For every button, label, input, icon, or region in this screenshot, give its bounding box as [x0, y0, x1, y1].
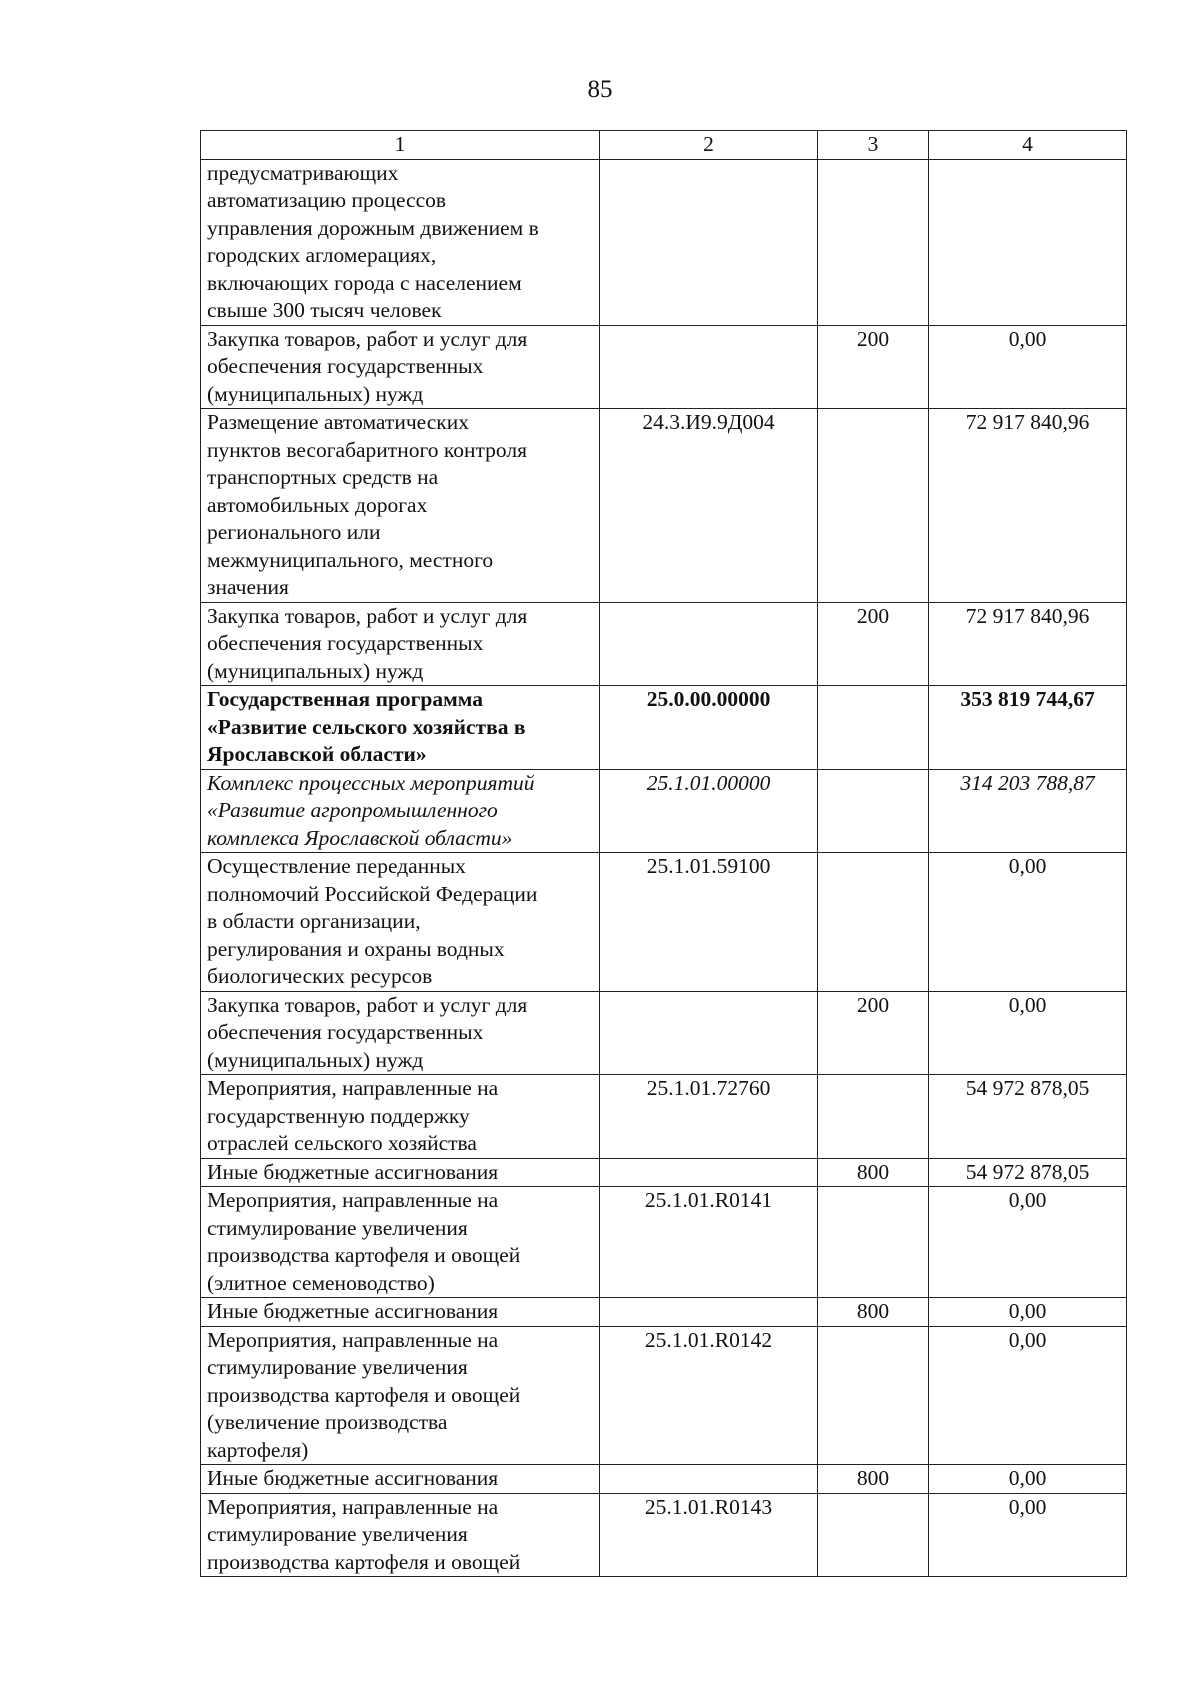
row-amount-cell-text: 0,00: [1008, 854, 1047, 878]
table-body: [201, 159, 1127, 1577]
row-amount-cell: [929, 409, 1127, 603]
row-name-cell-text: Мероприятия, направленные на стимулирование увеличения производства картофеля и овощей (увеличение производства картофеля): [207, 1327, 521, 1462]
row-expense-type-cell: [818, 325, 929, 409]
row-name-cell: [201, 1075, 600, 1159]
row-amount-cell: [929, 159, 1127, 325]
row-amount-cell-text: 54 972 878,05: [965, 1076, 1090, 1100]
row-expense-type-cell: [818, 1075, 929, 1159]
row-amount-cell-text: 0,00: [1008, 1188, 1047, 1212]
row-amount-cell: [929, 1465, 1127, 1494]
row-name-cell: [201, 1187, 600, 1298]
row-amount-cell-text: 0,00: [1008, 1466, 1047, 1490]
table-header-row: [201, 131, 1127, 160]
row-expense-type-cell-text: 200: [856, 326, 890, 351]
row-expense-type-cell: [818, 991, 929, 1075]
row-expense-type-cell-text: 800: [856, 1159, 890, 1184]
row-name-cell: [201, 325, 600, 409]
row-name-cell-text: Осуществление переданных полномочий Российской Федерации в области организации, регулирования и охраны водных биологических ресурсов: [207, 854, 538, 988]
row-amount-cell: [929, 1493, 1127, 1577]
row-expense-type-cell: [818, 769, 929, 853]
row-name-cell: [201, 1493, 600, 1577]
table-row: [201, 325, 1127, 409]
row-code-cell-text: 25.1.01.R0143: [644, 1494, 773, 1519]
row-amount-cell: [929, 1326, 1127, 1465]
table-row: [201, 159, 1127, 325]
row-name-cell-text: Закупка товаров, работ и услуг для обеспечения государственных (муниципальных) нужд: [207, 326, 528, 406]
row-code-cell-text: 25.1.01.R0141: [644, 1188, 773, 1212]
column-header-3: 3: [818, 131, 929, 160]
table-row: [201, 1075, 1127, 1159]
row-amount-cell-text: 0,00: [1008, 1299, 1047, 1323]
row-name-cell-text: Иные бюджетные ассигнования: [207, 1299, 499, 1323]
table-row: [201, 853, 1127, 992]
row-amount-cell: [929, 769, 1127, 853]
row-name-cell-text: Мероприятия, направленные на стимулирование увеличения производства картофеля и овощей (элитное семеноводство): [207, 1188, 521, 1295]
row-amount-cell: [929, 602, 1127, 686]
row-code-cell: [600, 325, 818, 409]
row-amount-cell-text: 353 819 744,67: [960, 687, 1095, 711]
row-amount-cell: [929, 1298, 1127, 1327]
row-name-cell: [201, 991, 600, 1075]
row-expense-type-cell: [818, 1187, 929, 1298]
row-code-cell-text: 25.1.01.00000: [646, 770, 771, 795]
row-code-cell: [600, 991, 818, 1075]
row-expense-type-cell: [818, 159, 929, 325]
row-expense-type-cell: [818, 409, 929, 603]
table-row: [201, 409, 1127, 603]
row-name-cell: [201, 159, 600, 325]
row-amount-cell-text: 314 203 788,87: [960, 770, 1095, 795]
row-name-cell-text: Мероприятия, направленные на государственную поддержку отраслей сельского хозяйства: [207, 1076, 499, 1155]
row-expense-type-cell: [818, 853, 929, 992]
table-row: [201, 991, 1127, 1075]
row-amount-cell: [929, 1158, 1127, 1187]
table-row: [201, 1326, 1127, 1465]
row-amount-cell-text: 0,00: [1008, 992, 1047, 1017]
row-amount-cell-text: 0,00: [1008, 1327, 1047, 1352]
row-code-cell: [600, 1326, 818, 1465]
row-expense-type-cell: [818, 602, 929, 686]
row-expense-type-cell: [818, 686, 929, 770]
row-amount-cell: [929, 1187, 1127, 1298]
row-code-cell: [600, 1158, 818, 1187]
page-number: 85: [587, 76, 613, 103]
row-name-cell: [201, 853, 600, 992]
table-row: [201, 769, 1127, 853]
row-name-cell: [201, 1326, 600, 1465]
row-amount-cell-text: 0,00: [1008, 1494, 1047, 1519]
row-name-cell: [201, 1158, 600, 1187]
row-code-cell: [600, 409, 818, 603]
row-name-cell-text: Закупка товаров, работ и услуг для обеспечения государственных (муниципальных) нужд: [207, 603, 528, 683]
row-code-cell: [600, 1465, 818, 1494]
row-name-cell: [201, 686, 600, 770]
row-name-cell-text: Государственная программа «Развитие сельского хозяйства в Ярославской области»: [207, 687, 526, 766]
row-name-cell: [201, 1465, 600, 1494]
row-expense-type-cell: [818, 1493, 929, 1577]
row-code-cell: [600, 1075, 818, 1159]
row-code-cell-text: 25.1.01.R0142: [644, 1327, 773, 1352]
row-amount-cell-text: 0,00: [1008, 326, 1047, 351]
row-amount-cell: [929, 686, 1127, 770]
row-code-cell: [600, 1493, 818, 1577]
row-expense-type-cell: [818, 1298, 929, 1327]
row-amount-cell: [929, 325, 1127, 409]
table-row: [201, 686, 1127, 770]
column-header-4: 4: [929, 131, 1127, 160]
row-code-cell-text: 25.1.01.72760: [646, 1076, 771, 1100]
row-amount-cell: [929, 853, 1127, 992]
table-row: [201, 1465, 1127, 1494]
row-expense-type-cell: [818, 1326, 929, 1465]
row-name-cell-text: Иные бюджетные ассигнования: [207, 1159, 499, 1184]
row-expense-type-cell-text: 200: [856, 992, 890, 1017]
row-code-cell: [600, 853, 818, 992]
row-code-cell-text: 24.3.И9.9Д004: [642, 410, 775, 434]
row-name-cell-text: Размещение автоматических пунктов весогабаритного контроля транспортных средств на автомобильных дорогах регионального или межмуниципального, местного значения: [207, 410, 527, 599]
row-amount-cell: [929, 1075, 1127, 1159]
row-code-cell: [600, 686, 818, 770]
row-code-cell-text: 25.0.00.00000: [646, 687, 771, 711]
row-code-cell: [600, 769, 818, 853]
row-name-cell: [201, 602, 600, 686]
table-row: [201, 1493, 1127, 1577]
row-name-cell-text: Комплекс процессных мероприятий «Развитие агропромышленного комплекса Ярославской области»: [207, 770, 535, 850]
table-row: [201, 1158, 1127, 1187]
row-name-cell-text: Иные бюджетные ассигнования: [207, 1466, 499, 1490]
row-name-cell-text: предусматривающих автоматизацию процессов управления дорожным движением в городских агломерациях, включающих города с населением свыше 300 тысяч человек: [207, 160, 539, 322]
column-header-1: 1: [201, 131, 600, 160]
row-code-cell-text: 25.1.01.59100: [646, 854, 771, 878]
row-expense-type-cell-text: 800: [856, 1299, 890, 1323]
row-amount-cell: [929, 991, 1127, 1075]
table-row: [201, 1298, 1127, 1327]
row-name-cell: [201, 769, 600, 853]
budget-table: [200, 130, 1127, 1577]
table-row: [201, 602, 1127, 686]
row-expense-type-cell: [818, 1465, 929, 1494]
row-code-cell: [600, 1298, 818, 1327]
row-amount-cell-text: 72 917 840,96: [965, 603, 1090, 628]
row-name-cell-text: Закупка товаров, работ и услуг для обеспечения государственных (муниципальных) нужд: [207, 992, 528, 1072]
row-expense-type-cell: [818, 1158, 929, 1187]
row-expense-type-cell-text: 200: [856, 603, 890, 628]
row-amount-cell-text: 72 917 840,96: [965, 410, 1090, 434]
row-code-cell: [600, 602, 818, 686]
row-expense-type-cell-text: 800: [856, 1466, 890, 1490]
table-row: [201, 1187, 1127, 1298]
row-name-cell: [201, 409, 600, 603]
column-header-2: 2: [600, 131, 818, 160]
row-code-cell: [600, 1187, 818, 1298]
row-code-cell: [600, 159, 818, 325]
row-amount-cell-text: 54 972 878,05: [965, 1159, 1090, 1184]
row-name-cell-text: Мероприятия, направленные на стимулирование увеличения производства картофеля и овощей: [207, 1494, 521, 1574]
row-name-cell: [201, 1298, 600, 1327]
